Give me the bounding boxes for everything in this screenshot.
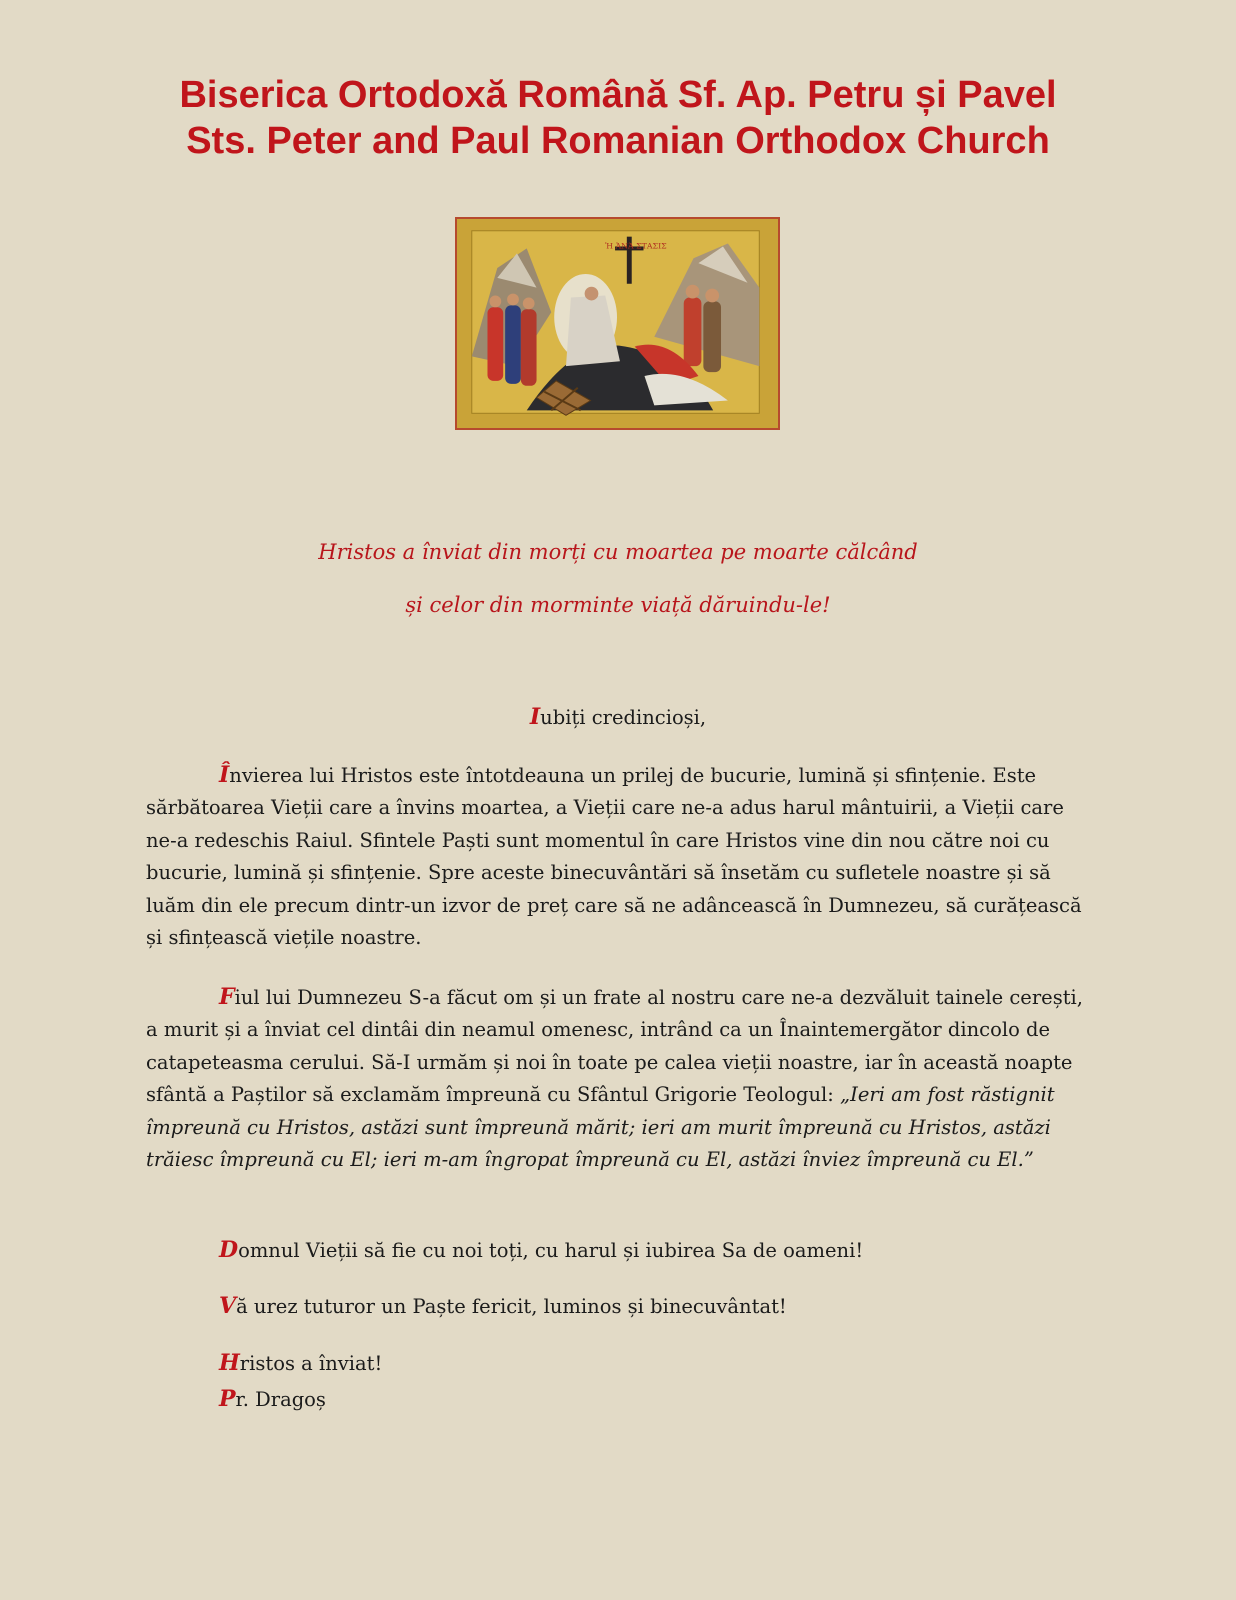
paragraph-1-initial: Î	[219, 762, 230, 788]
paragraph-1	[146, 759, 1096, 954]
blessing-line	[219, 1234, 863, 1267]
paragraph-2-text: iul lui Dumnezeu S-a făcut om și un frate al nostru care ne-a dezvăluit tainele cerești, a murit și a înviat cel dintâi din neamul omenesc, intrând ca un Înaintemergător dincolo de catapeteasma cerului. Să-I urmăm și noi în toate pe calea vieții noastre, iar în această noapte sfântă a Paștilor să exclamăm împreună cu Sfântul Grigorie Teologul:	[146, 986, 1083, 1107]
blessing-initial: D	[219, 1237, 239, 1263]
paragraph-1-text: nvierea lui Hristos este întotdeauna un prilej de bucurie, lumină și sfințenie. Este sărbătoarea Vieții care a învins moartea, a Vieții care ne-a adus harul mântuirii, a Vieții care ne-a redeschis Raiul. Sfintele Paști sunt momentul în care Hristos vine din nou către noi cu bucurie, lumină și sfințenie. Spre aceste binecuvântări să însetăm cu sufletele noastre și să luăm din ele precum dintr-un izvor de preț care să ne adâncească în Dumnezeu, să curățească și sfințească viețile noastre.	[146, 764, 1082, 950]
troparion-line-2: și celor din morminte viață dăruindu-le!	[405, 593, 831, 617]
paschal-greeting-text: ristos a înviat!	[239, 1352, 383, 1375]
signature-line	[219, 1383, 326, 1416]
paragraph-2-initial: F	[219, 984, 235, 1010]
icon-painting	[457, 219, 778, 428]
paragraph-2-quote: „Ieri am fost răstignit împreună cu Hristos, astăzi sunt împreună mărit; ieri am murit împreună cu Hristos, astăzi trăiesc împreună cu El; ieri m-am îngropat împreună cu El, astăzi înviez împreună cu El.”	[146, 1083, 1055, 1172]
signature-initial: P	[219, 1386, 236, 1412]
icon-inscription: Ἡ ἈΝΆ ΣΤΑΣΙΣ	[605, 241, 667, 251]
resurrection-icon	[455, 217, 780, 430]
paragraph-2	[146, 981, 1096, 1176]
wishes-line	[219, 1290, 787, 1323]
greeting-initial: I	[529, 704, 541, 730]
paschal-greeting-line	[219, 1347, 382, 1380]
paschal-greeting-initial: H	[219, 1350, 240, 1376]
troparion-line-1: Hristos a înviat din morți cu moartea pe moarte călcând	[318, 540, 918, 564]
church-title-romanian: Biserica Ortodoxă Română Sf. Ap. Petru și Pavel	[179, 74, 1057, 116]
blessing-text: omnul Vieții să fie cu noi toți, cu harul și iubirea Sa de oameni!	[238, 1239, 864, 1262]
greeting-text: ubiți credincioși,	[540, 706, 707, 729]
wishes-text: ă urez tuturor un Paște fericit, luminos și binecuvântat!	[236, 1295, 787, 1318]
signature-text: r. Dragoș	[235, 1388, 326, 1411]
church-title-english: Sts. Peter and Paul Romanian Orthodox Church	[186, 120, 1050, 162]
greeting	[0, 701, 1236, 734]
wishes-initial: V	[219, 1293, 237, 1319]
